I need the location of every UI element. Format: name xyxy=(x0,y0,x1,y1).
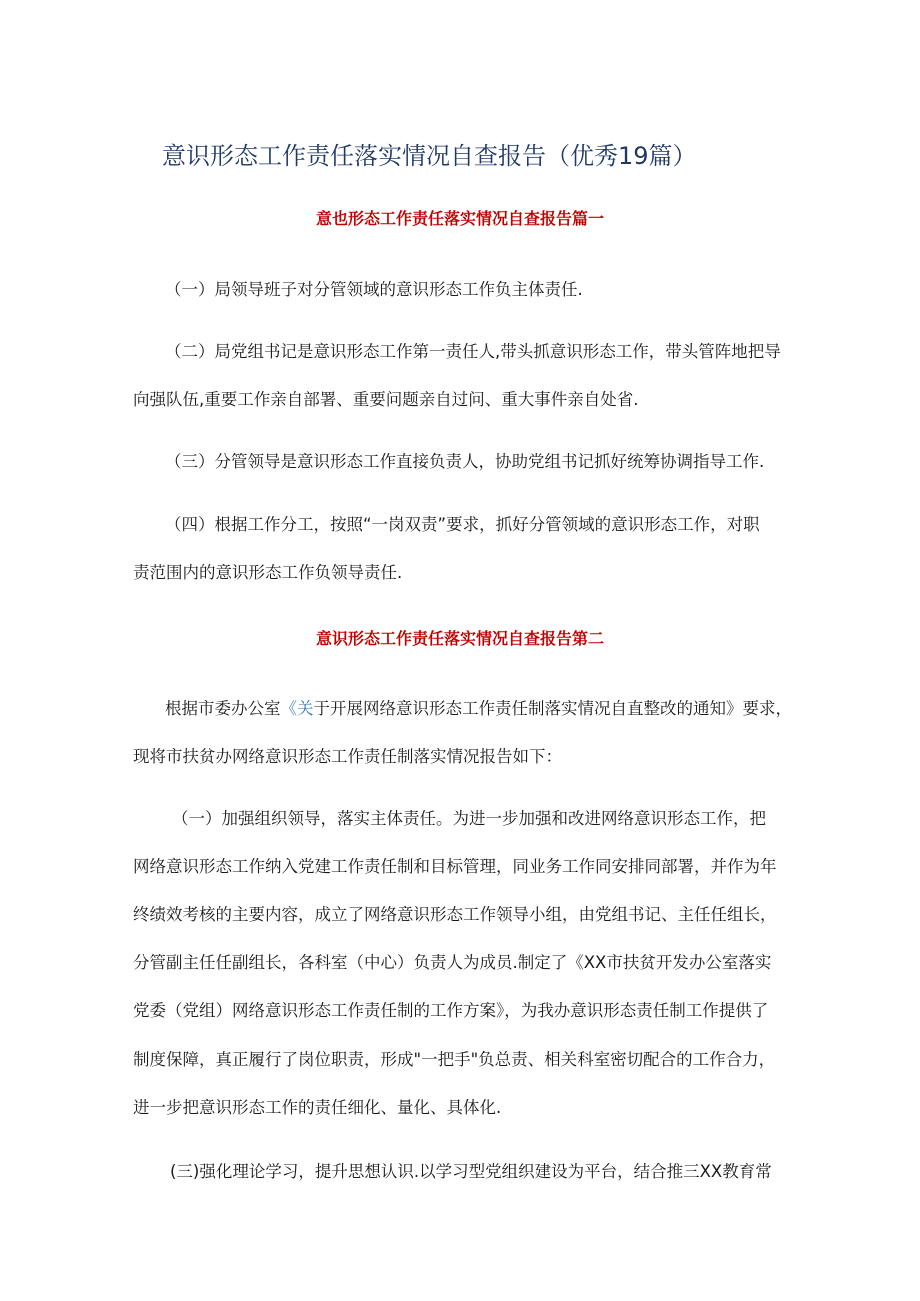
paragraph-line: 党委（党组）网络意识形态工作责任制的工作方案》，为我办意识形态责任制工作提供了 xyxy=(133,1001,769,1020)
paragraph-line: 终绩效考核的主要内容，成立了网络意识形态工作领导小组，由党组书记、主任任组长， xyxy=(133,905,777,924)
paragraph-line: （四）根据工作分工，按照“一岗双责”要求，抓好分管领域的意识形态工作，对职 xyxy=(165,515,760,534)
paragraph-line: 分管副主任任副组长，各科室（中心）负责人为成员.制定了《XX市扶贫开发办公室落实 xyxy=(133,953,772,972)
paragraph-line: 进一步把意识形态工作的责任细化、量化、具体化. xyxy=(133,1098,502,1117)
paragraph-line: (三)强化理论学习，提升思想认识.以学习型党组织建设为平台，结合推三XX教育常 xyxy=(170,1162,772,1181)
paragraph-line: 向强队伍,重要工作亲自部署、重要问题亲自过问、重大事件亲自处省. xyxy=(133,390,639,409)
intro-text-c: 于开展网络意识形态工作责任制落实情况自直整改的通知》要求， xyxy=(313,699,792,718)
paragraph-line: 制度保障，真正履行了岗位职责，形成"一把手"负总责、相关科室密切配合的工作合力， xyxy=(133,1050,776,1069)
paragraph-line: （一）加强组织领导，落实主体责任。为进一步加强和改进网络意识形态工作，把 xyxy=(172,809,766,828)
paragraph-line: （一）局领导班子对分管领域的意识形态工作负主体责任. xyxy=(165,280,583,299)
paragraph-line: 现将市扶贫办网络意识形态工作责任制落实情况报告如下： xyxy=(133,747,562,766)
document-title: 意识形态工作责任落实情况自查报告（优秀19篇） xyxy=(162,142,697,170)
intro-text-b: 《关 xyxy=(280,699,314,718)
paragraph-line xyxy=(165,698,792,720)
paragraph-line: （二）局党组书记是意识形态工作第一责任人,带头抓意识形态工作，带头管阵地把导 xyxy=(165,342,781,361)
intro-text-a: 根据市委办公室 xyxy=(165,699,281,718)
paragraph-line: 责范围内的意识形态工作负领导责任. xyxy=(133,563,403,582)
paragraph-line: 网络意识形态工作纳入党建工作责任制和目标管理，同业务工作同安排同部署，并作为年 xyxy=(133,857,777,876)
section-heading-1: 意也形态工作责任落实情况自查报告篇一 xyxy=(315,209,604,228)
paragraph-line: （三）分管领导是意识形态工作直接负责人，协助党组书记抓好统筹协调指导工作. xyxy=(165,452,765,471)
section-heading-2: 意识形态工作责任落实情况自查报告第二 xyxy=(315,629,604,648)
